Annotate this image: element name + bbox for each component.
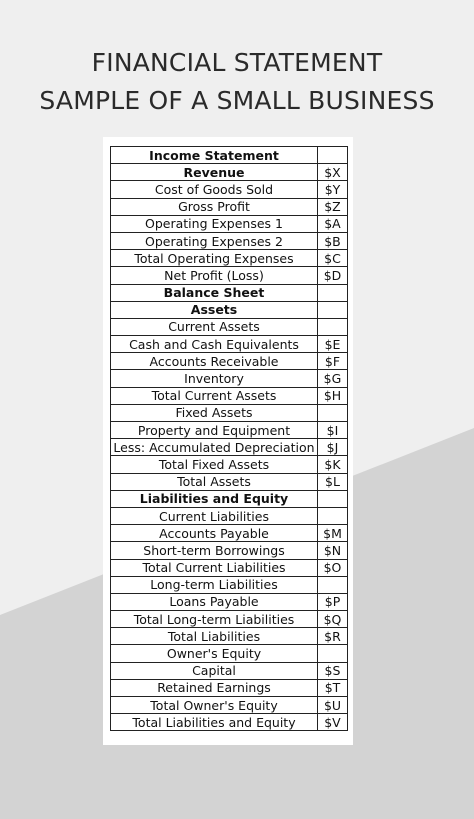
row-label: Revenue (111, 164, 318, 181)
row-value: $A (318, 215, 348, 232)
row-value: $I (318, 422, 348, 439)
table-row (111, 507, 348, 524)
row-value (318, 301, 348, 318)
row-value: $M (318, 525, 348, 542)
row-value: $R (318, 628, 348, 645)
row-label: Property and Equipment (111, 422, 318, 439)
table-row (111, 439, 348, 456)
table-row (111, 490, 348, 507)
row-label: Total Fixed Assets (111, 456, 318, 473)
title-line-1: FINANCIAL STATEMENT (91, 48, 383, 77)
table-row (111, 714, 348, 731)
row-label: Total Current Assets (111, 387, 318, 404)
page-title (0, 44, 474, 120)
row-value: $G (318, 370, 348, 387)
row-value: $F (318, 353, 348, 370)
row-label: Cash and Cash Equivalents (111, 336, 318, 353)
table-row (111, 198, 348, 215)
table-row (111, 267, 348, 284)
row-label: Total Owner's Equity (111, 697, 318, 714)
table-row (111, 404, 348, 421)
row-label: Loans Payable (111, 593, 318, 610)
row-value (318, 645, 348, 662)
row-value (318, 147, 348, 164)
row-value: $C (318, 250, 348, 267)
table-row (111, 542, 348, 559)
row-label: Total Operating Expenses (111, 250, 318, 267)
row-label: Gross Profit (111, 198, 318, 215)
row-label: Owner's Equity (111, 645, 318, 662)
row-label: Capital (111, 662, 318, 679)
row-label: Liabilities and Equity (111, 490, 318, 507)
row-value (318, 507, 348, 524)
row-label: Operating Expenses 1 (111, 215, 318, 232)
row-value: $P (318, 593, 348, 610)
table-row (111, 576, 348, 593)
row-label: Current Assets (111, 318, 318, 335)
table-row (111, 679, 348, 696)
table-row (111, 473, 348, 490)
row-value: $H (318, 387, 348, 404)
row-label: Total Liabilities (111, 628, 318, 645)
table-row (111, 370, 348, 387)
row-value: $U (318, 697, 348, 714)
row-label: Short-term Borrowings (111, 542, 318, 559)
row-label: Total Current Liabilities (111, 559, 318, 576)
table-row (111, 181, 348, 198)
row-value: $N (318, 542, 348, 559)
table-row (111, 662, 348, 679)
row-value: $K (318, 456, 348, 473)
table-row (111, 250, 348, 267)
row-value: $Q (318, 611, 348, 628)
row-value (318, 576, 348, 593)
row-label: Accounts Payable (111, 525, 318, 542)
row-value: $E (318, 336, 348, 353)
table-row (111, 525, 348, 542)
table-row (111, 645, 348, 662)
row-label: Accounts Receivable (111, 353, 318, 370)
row-label: Total Assets (111, 473, 318, 490)
row-value (318, 318, 348, 335)
row-label: Long-term Liabilities (111, 576, 318, 593)
table-row (111, 336, 348, 353)
row-label: Assets (111, 301, 318, 318)
table-row (111, 456, 348, 473)
table-row (111, 164, 348, 181)
table-row (111, 611, 348, 628)
row-label: Cost of Goods Sold (111, 181, 318, 198)
row-label: Balance Sheet (111, 284, 318, 301)
table-row (111, 628, 348, 645)
row-label: Operating Expenses 2 (111, 232, 318, 249)
row-value: $T (318, 679, 348, 696)
row-label: Current Liabilities (111, 507, 318, 524)
table-row (111, 387, 348, 404)
row-label: Income Statement (111, 147, 318, 164)
row-value: $V (318, 714, 348, 731)
table-row (111, 559, 348, 576)
row-value: $Y (318, 181, 348, 198)
row-value (318, 404, 348, 421)
row-value (318, 490, 348, 507)
row-value: $X (318, 164, 348, 181)
row-label: Fixed Assets (111, 404, 318, 421)
financial-statement-table (110, 146, 348, 731)
row-label: Net Profit (Loss) (111, 267, 318, 284)
row-value: $Z (318, 198, 348, 215)
table-row (111, 697, 348, 714)
row-value (318, 284, 348, 301)
row-label: Less: Accumulated Depreciation (111, 439, 318, 456)
table-row (111, 353, 348, 370)
row-label: Retained Earnings (111, 679, 318, 696)
row-value: $J (318, 439, 348, 456)
row-label: Total Long-term Liabilities (111, 611, 318, 628)
table-row (111, 593, 348, 610)
row-label: Inventory (111, 370, 318, 387)
table-row (111, 318, 348, 335)
row-value: $B (318, 232, 348, 249)
table-row (111, 422, 348, 439)
row-value: $S (318, 662, 348, 679)
table-row (111, 232, 348, 249)
table-body (111, 147, 348, 731)
table-row (111, 284, 348, 301)
table-row (111, 147, 348, 164)
row-value: $O (318, 559, 348, 576)
row-value: $L (318, 473, 348, 490)
row-value: $D (318, 267, 348, 284)
row-label: Total Liabilities and Equity (111, 714, 318, 731)
table-row (111, 215, 348, 232)
title-line-2: SAMPLE OF A SMALL BUSINESS (39, 86, 435, 115)
table-row (111, 301, 348, 318)
